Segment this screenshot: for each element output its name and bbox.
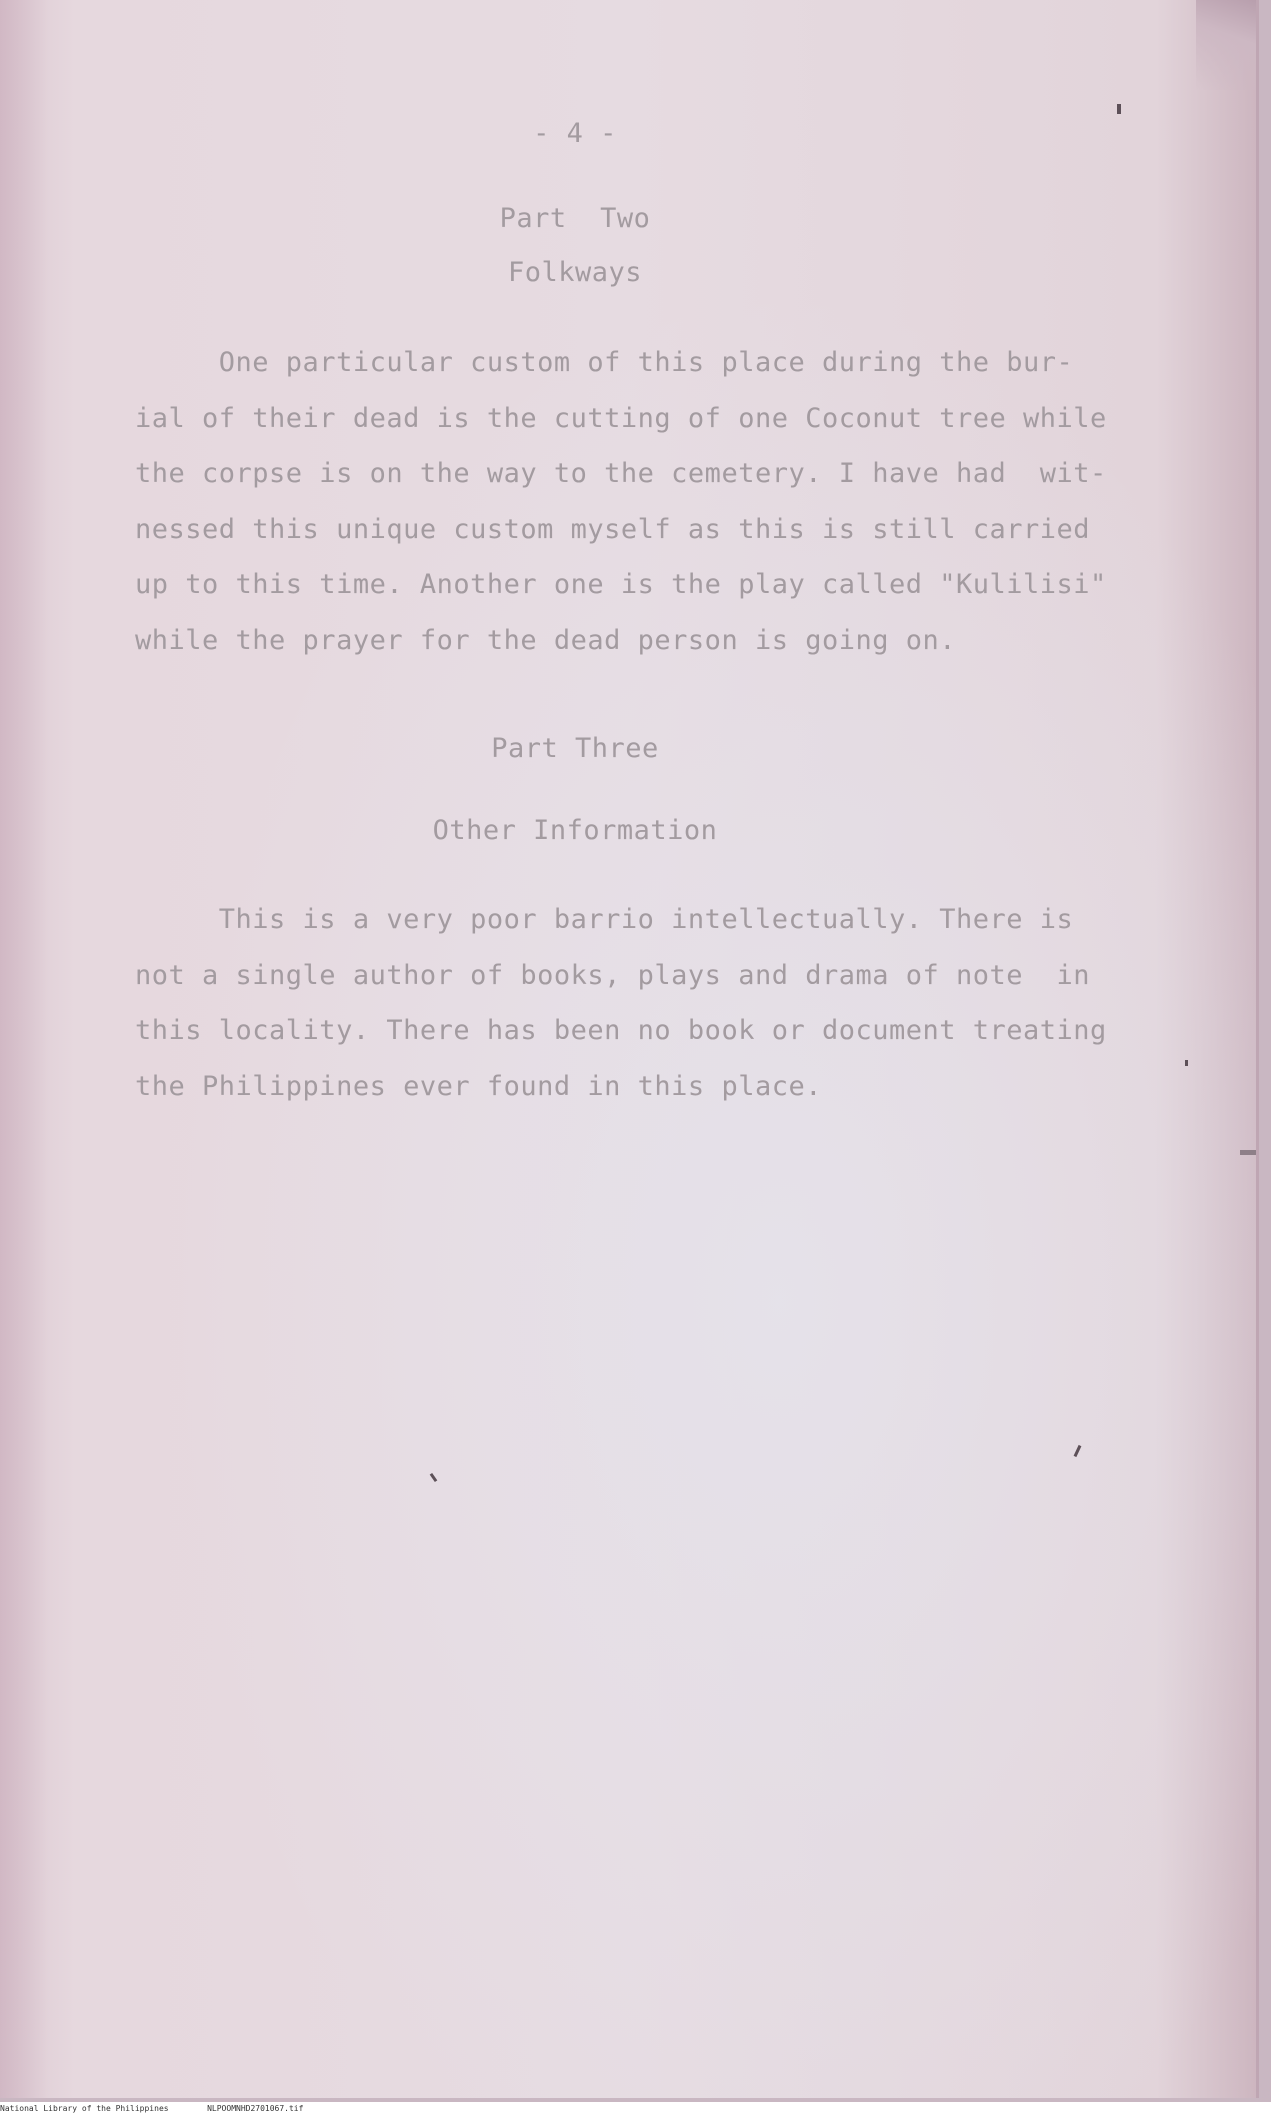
paragraph-line: not a single author of books, plays and drama of note in bbox=[135, 959, 1091, 991]
paragraph-line: up to this time. Another one is the play called "Kulilisi" bbox=[135, 569, 1107, 600]
ink-speck bbox=[1185, 1060, 1188, 1066]
part-three-heading: Part Three bbox=[491, 733, 659, 764]
paragraph-line: the corpse is on the way to the cemetery. I have had wit- bbox=[135, 458, 1107, 489]
other-information-paragraph bbox=[135, 892, 1107, 1114]
footer-file-name: NLPOOMNHD2701067.tif bbox=[207, 2104, 304, 2113]
paragraph-line: this locality. There has been no book or document treating bbox=[135, 1015, 1107, 1046]
ink-speck bbox=[430, 1473, 438, 1482]
ink-speck bbox=[1240, 1150, 1256, 1155]
part-three-subheading: Other Information bbox=[432, 815, 718, 846]
paragraph-line: while the prayer for the dead person is going on. bbox=[135, 624, 957, 656]
paper-left-shadow bbox=[0, 0, 48, 2098]
paper-corner-curl bbox=[1196, 0, 1256, 90]
ink-speck bbox=[1117, 104, 1121, 114]
paragraph-line: One particular custom of this place during the bur- bbox=[135, 347, 1074, 378]
paragraph-line: This is a very poor barrio intellectually. There is bbox=[135, 904, 1074, 935]
paragraph-line: ial of their dead is the cutting of one Coconut tree while bbox=[135, 402, 1107, 434]
folkways-paragraph bbox=[135, 335, 1107, 668]
page-number: - 4 - bbox=[533, 118, 617, 149]
part-two-heading: Part Two bbox=[499, 203, 651, 234]
paragraph-line: the Philippines ever found in this place. bbox=[135, 1070, 822, 1102]
part-two-subheading: Folkways bbox=[507, 257, 643, 288]
scan-footer bbox=[0, 2102, 1271, 2115]
ink-speck bbox=[1074, 1445, 1082, 1457]
paragraph-line: nessed this unique custom myself as this is still carried bbox=[135, 513, 1091, 545]
footer-library-name: National Library of the Philippines bbox=[0, 2104, 169, 2113]
